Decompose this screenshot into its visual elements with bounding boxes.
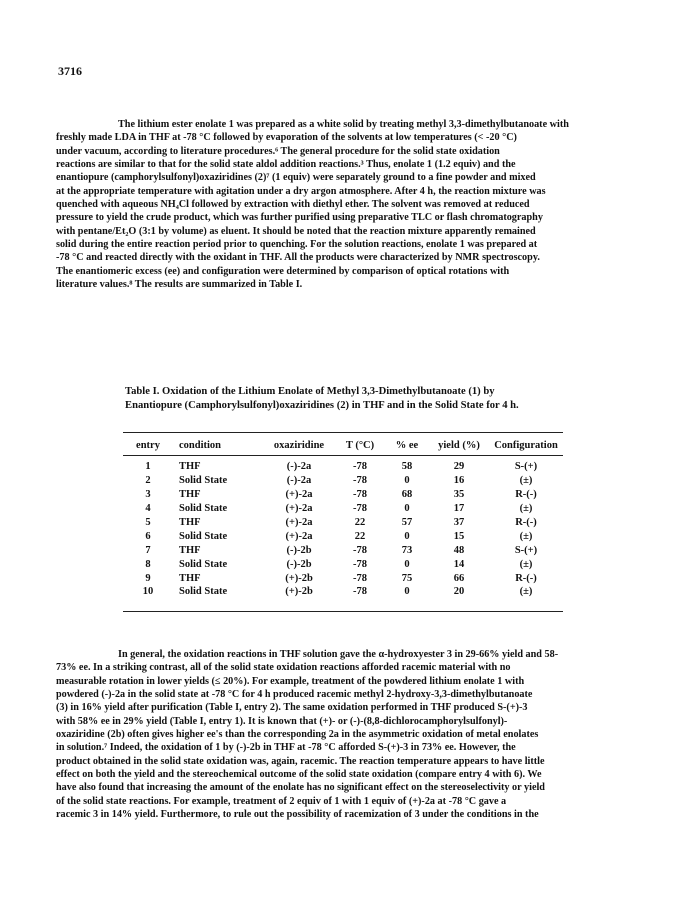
cell-temperature: -78 bbox=[353, 572, 367, 584]
cell-yield: 29 bbox=[453, 461, 465, 473]
col-header-oxaziridine: oxaziridine bbox=[273, 439, 325, 451]
table-caption bbox=[125, 385, 565, 413]
cell-temperature: 22 bbox=[354, 517, 366, 528]
cell-yield: 48 bbox=[453, 544, 465, 556]
cell-condition: Solid State bbox=[179, 475, 228, 487]
cell-entry: 9 bbox=[145, 572, 151, 584]
cell-temperature: -78 bbox=[353, 544, 367, 556]
cell-entry: 7 bbox=[145, 544, 151, 556]
cell-condition: THF bbox=[179, 489, 201, 501]
text-line: powdered (-)-2a in the solid state at -78 °C for 4 h produced racemic methyl 2-hydroxy-3,3-dimethylbutanoate bbox=[56, 689, 533, 701]
col-header-temperature: T (°C) bbox=[345, 439, 375, 451]
table-row bbox=[123, 543, 563, 557]
cell-entry: 3 bbox=[145, 489, 151, 501]
cell-yield: 20 bbox=[453, 586, 465, 598]
text-line: have also found that increasing the amount of the enolate has no significant effect on the stereoselectivity or yield bbox=[56, 782, 545, 794]
cell-entry: 5 bbox=[145, 517, 151, 528]
cell-condition: THF bbox=[179, 517, 201, 528]
cell-condition: Solid State bbox=[179, 558, 228, 570]
intro-paragraph bbox=[56, 118, 622, 291]
col-header-condition: condition bbox=[179, 439, 222, 451]
text-line: oxaziridine (2b) often gives higher ee's than the corresponding 2a in the asymmetric oxidation of metal enolates bbox=[56, 729, 539, 741]
cell-oxaziridine: (+)-2b bbox=[285, 586, 313, 598]
cell-oxaziridine: (+)-2a bbox=[285, 530, 313, 542]
text-line: 73% ee. In a striking contrast, all of the solid state oxidation reactions afforded racemic material with no bbox=[56, 662, 511, 674]
caption-line: Enantiopure (Camphorylsulfonyl)oxaziridines (2) in THF and in the Solid State for 4 h. bbox=[125, 400, 519, 411]
cell-yield: 14 bbox=[453, 558, 465, 570]
col-header-entry: entry bbox=[136, 439, 160, 451]
text-line: freshly made LDA in THF at -78 °C followed by evaporation of the solvents at low temperatures (< -20 °C) bbox=[56, 132, 517, 144]
text-line: enantiopure (camphorylsulfonyl)oxaziridines (2)⁷ (1 equiv) were separately ground to a fine powder and mixed bbox=[56, 172, 536, 184]
cell-ee: 58 bbox=[401, 461, 413, 473]
cell-condition: Solid State bbox=[179, 586, 228, 598]
cell-entry: 4 bbox=[145, 503, 151, 515]
text-line: with 58% ee in 29% yield (Table I, entry 1). It is known that (+)- or (-)-(8,8-dichlorocamphorylsulfonyl)- bbox=[56, 715, 508, 727]
cell-oxaziridine: (-)-2b bbox=[286, 544, 312, 556]
cell-yield: 37 bbox=[453, 517, 465, 528]
cell-entry: 8 bbox=[145, 558, 151, 570]
cell-entry: 10 bbox=[142, 586, 154, 598]
text-line: solid during the entire reaction period prior to quenching. For the solution reactions, enolate 1 was prepared at bbox=[56, 239, 538, 251]
cell-configuration: R-(-) bbox=[515, 572, 537, 584]
text-line: with pentane/Et₂O (3:1 by volume) as eluent. It should be noted that the reaction mixture apparently remained bbox=[56, 225, 536, 237]
text-line: product obtained in the solid state oxidation was, again, racemic. The reaction temperature appears to have little bbox=[56, 755, 545, 767]
cell-configuration: (±) bbox=[519, 586, 533, 598]
col-header-yield: yield (%) bbox=[438, 439, 480, 451]
text-line: effect on both the yield and the stereochemical outcome of the solid state oxidation (compare entry 4 with 6). We bbox=[56, 769, 542, 781]
cell-oxaziridine: (-)-2a bbox=[286, 475, 312, 487]
results-paragraph bbox=[56, 648, 622, 821]
table-row bbox=[123, 529, 563, 543]
text-line: literature values.⁸ The results are summarized in Table I. bbox=[56, 279, 303, 291]
text-line: under vacuum, according to literature procedures.⁶ The general procedure for the solid state oxidation bbox=[56, 145, 500, 157]
table-row bbox=[123, 460, 563, 474]
text-line: pressure to yield the crude product, which was further purified using preparative TLC or flash chromatography bbox=[56, 212, 543, 224]
text-line: The lithium ester enolate 1 was prepared as a white solid by treating methyl 3,3-dimethylbutanoate with bbox=[118, 119, 569, 130]
cell-oxaziridine: (+)-2a bbox=[285, 489, 313, 501]
cell-temperature: 22 bbox=[354, 530, 366, 542]
col-header-configuration: Configuration bbox=[494, 439, 558, 451]
cell-yield: 15 bbox=[453, 530, 465, 542]
cell-yield: 17 bbox=[453, 503, 465, 515]
cell-oxaziridine: (+)-2a bbox=[285, 503, 313, 515]
cell-ee: 68 bbox=[401, 489, 413, 501]
cell-ee: 57 bbox=[401, 517, 413, 528]
cell-ee: 0 bbox=[404, 558, 410, 570]
cell-condition: THF bbox=[179, 461, 201, 473]
cell-temperature: -78 bbox=[353, 475, 367, 487]
table-top-rule bbox=[123, 432, 563, 433]
table-row bbox=[123, 557, 563, 571]
page-number: 3716 bbox=[58, 64, 82, 78]
caption-line: Table I. Oxidation of the Lithium Enolate of Methyl 3,3-Dimethylbutanoate (1) by bbox=[125, 386, 495, 397]
cell-ee: 0 bbox=[404, 530, 410, 542]
cell-yield: 66 bbox=[453, 572, 465, 584]
cell-configuration: S-(+) bbox=[514, 544, 538, 556]
text-line: (3) in 16% yield after purification (Table I, entry 2). The same oxidation performed in THF produced S-(+)-3 bbox=[56, 702, 528, 714]
cell-ee: 73 bbox=[401, 544, 413, 556]
results-table bbox=[123, 436, 563, 599]
cell-temperature: -78 bbox=[353, 461, 367, 473]
cell-oxaziridine: (+)-2b bbox=[285, 572, 313, 584]
cell-temperature: -78 bbox=[353, 489, 367, 501]
cell-ee: 0 bbox=[404, 503, 410, 515]
cell-temperature: -78 bbox=[353, 586, 367, 598]
table-bottom-rule bbox=[123, 611, 563, 612]
cell-ee: 75 bbox=[401, 572, 413, 584]
table-row bbox=[123, 488, 563, 502]
cell-ee: 0 bbox=[404, 586, 410, 598]
cell-condition: THF bbox=[179, 572, 201, 584]
cell-temperature: -78 bbox=[353, 503, 367, 515]
cell-oxaziridine: (+)-2a bbox=[285, 517, 313, 528]
table-row bbox=[123, 516, 563, 530]
cell-configuration: (±) bbox=[519, 558, 533, 570]
cell-yield: 16 bbox=[453, 475, 465, 487]
cell-configuration: (±) bbox=[519, 475, 533, 487]
cell-temperature: -78 bbox=[353, 558, 367, 570]
cell-entry: 1 bbox=[145, 461, 151, 473]
table-row bbox=[123, 474, 563, 488]
text-line: reactions are similar to that for the solid state aldol addition reactions.³ Thus, enolate 1 (1.2 equiv) and the bbox=[56, 159, 516, 171]
table-row bbox=[123, 502, 563, 516]
text-line: quenched with aqueous NH₄Cl followed by extraction with diethyl ether. The solvent was removed at reduced bbox=[56, 199, 530, 211]
text-line: measurable rotation in lower yields (≤ 20%). For example, treatment of the powdered lithium enolate 1 with bbox=[56, 675, 525, 687]
cell-configuration: (±) bbox=[519, 530, 533, 542]
cell-condition: Solid State bbox=[179, 530, 228, 542]
cell-configuration: S-(+) bbox=[514, 461, 538, 473]
text-line: at the appropriate temperature with agitation under a dry argon atmosphere. After 4 h, the reaction mixture was bbox=[56, 185, 546, 197]
cell-condition: Solid State bbox=[179, 503, 228, 515]
cell-entry: 2 bbox=[145, 475, 151, 487]
table-row bbox=[123, 585, 563, 599]
cell-entry: 6 bbox=[145, 530, 151, 542]
cell-ee: 0 bbox=[404, 475, 410, 487]
table-header-row bbox=[123, 436, 563, 454]
text-line: in solution.⁷ Indeed, the oxidation of 1 by (-)-2b in THF at -78 °C afforded S-(+)-3 in 73% ee. However, the bbox=[56, 742, 516, 754]
cell-oxaziridine: (-)-2a bbox=[286, 461, 312, 473]
text-line: -78 °C and reacted directly with the oxidant in THF. All the products were characterized by NMR spectroscopy. bbox=[56, 252, 540, 264]
text-line: In general, the oxidation reactions in THF solution gave the α-hydroxyester 3 in 29-66% yield and 58- bbox=[118, 649, 559, 660]
cell-oxaziridine: (-)-2b bbox=[286, 558, 312, 570]
table-row bbox=[123, 571, 563, 585]
cell-condition: THF bbox=[179, 544, 201, 556]
cell-configuration: R-(-) bbox=[515, 489, 537, 501]
cell-yield: 35 bbox=[453, 489, 465, 501]
col-header-ee: % ee bbox=[395, 439, 419, 451]
cell-configuration: (±) bbox=[519, 503, 533, 515]
text-line: of the solid state reactions. For example, treatment of 2 equiv of 1 with 1 equiv of (+)-2a at -78 °C gave a bbox=[56, 795, 507, 807]
text-line: The enantiomeric excess (ee) and configuration were determined by comparison of optical rotations with bbox=[56, 265, 510, 277]
cell-configuration: R-(-) bbox=[515, 517, 537, 528]
text-line: racemic 3 in 14% yield. Furthermore, to rule out the possibility of racemization of 3 under the conditions in the bbox=[56, 809, 539, 821]
